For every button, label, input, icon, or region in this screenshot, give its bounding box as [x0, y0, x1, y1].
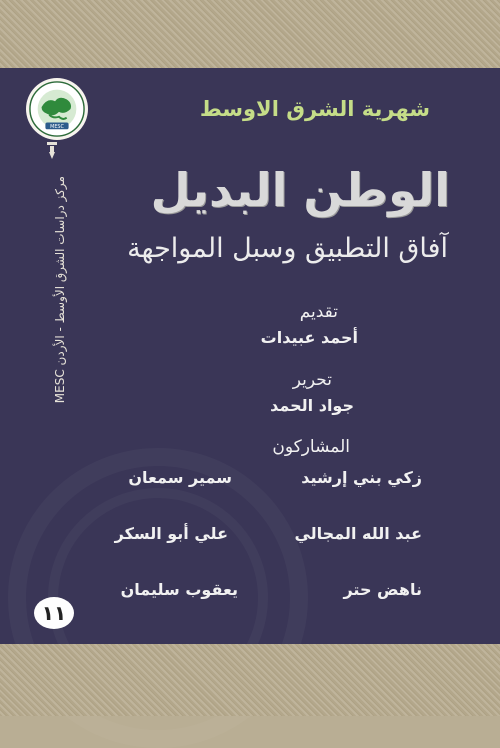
top-texture-band — [0, 0, 500, 68]
introduction-label: تقديم — [299, 302, 338, 322]
book-title: الوطن البديل — [150, 163, 450, 217]
participant-name: زكي بني إرشيد — [301, 468, 422, 487]
cover-panel — [0, 68, 500, 644]
bottom-texture-band — [0, 644, 500, 716]
logo-abbr: MESC — [50, 124, 64, 130]
introduction-name: أحمد عبيدات — [260, 328, 358, 347]
editor-name: جواد الحمد — [270, 396, 354, 415]
issue-number-badge: ١١ — [34, 597, 74, 629]
participants-label: المشاركون — [272, 437, 350, 457]
participant-name: ناهض حتر — [343, 580, 422, 599]
series-name: شهرية الشرق الاوسط — [199, 97, 430, 121]
book-subtitle: آفاق التطبيق وسبل المواجهة — [127, 233, 448, 264]
participant-name: علي أبو السكر — [114, 524, 228, 543]
editor-label: تحرير — [292, 370, 332, 390]
participant-name: عبد الله المجالي — [294, 524, 422, 543]
participant-name: يعقوب سليمان — [120, 580, 238, 599]
participant-name: سمير سمعان — [128, 468, 232, 487]
pen-nib-icon — [47, 142, 57, 160]
mesc-globe-logo-icon — [28, 80, 86, 138]
publisher-logo — [26, 78, 88, 140]
spine-vertical-text: MESC مركز دراسات الشرق الأوسط - الأردن — [53, 176, 67, 404]
